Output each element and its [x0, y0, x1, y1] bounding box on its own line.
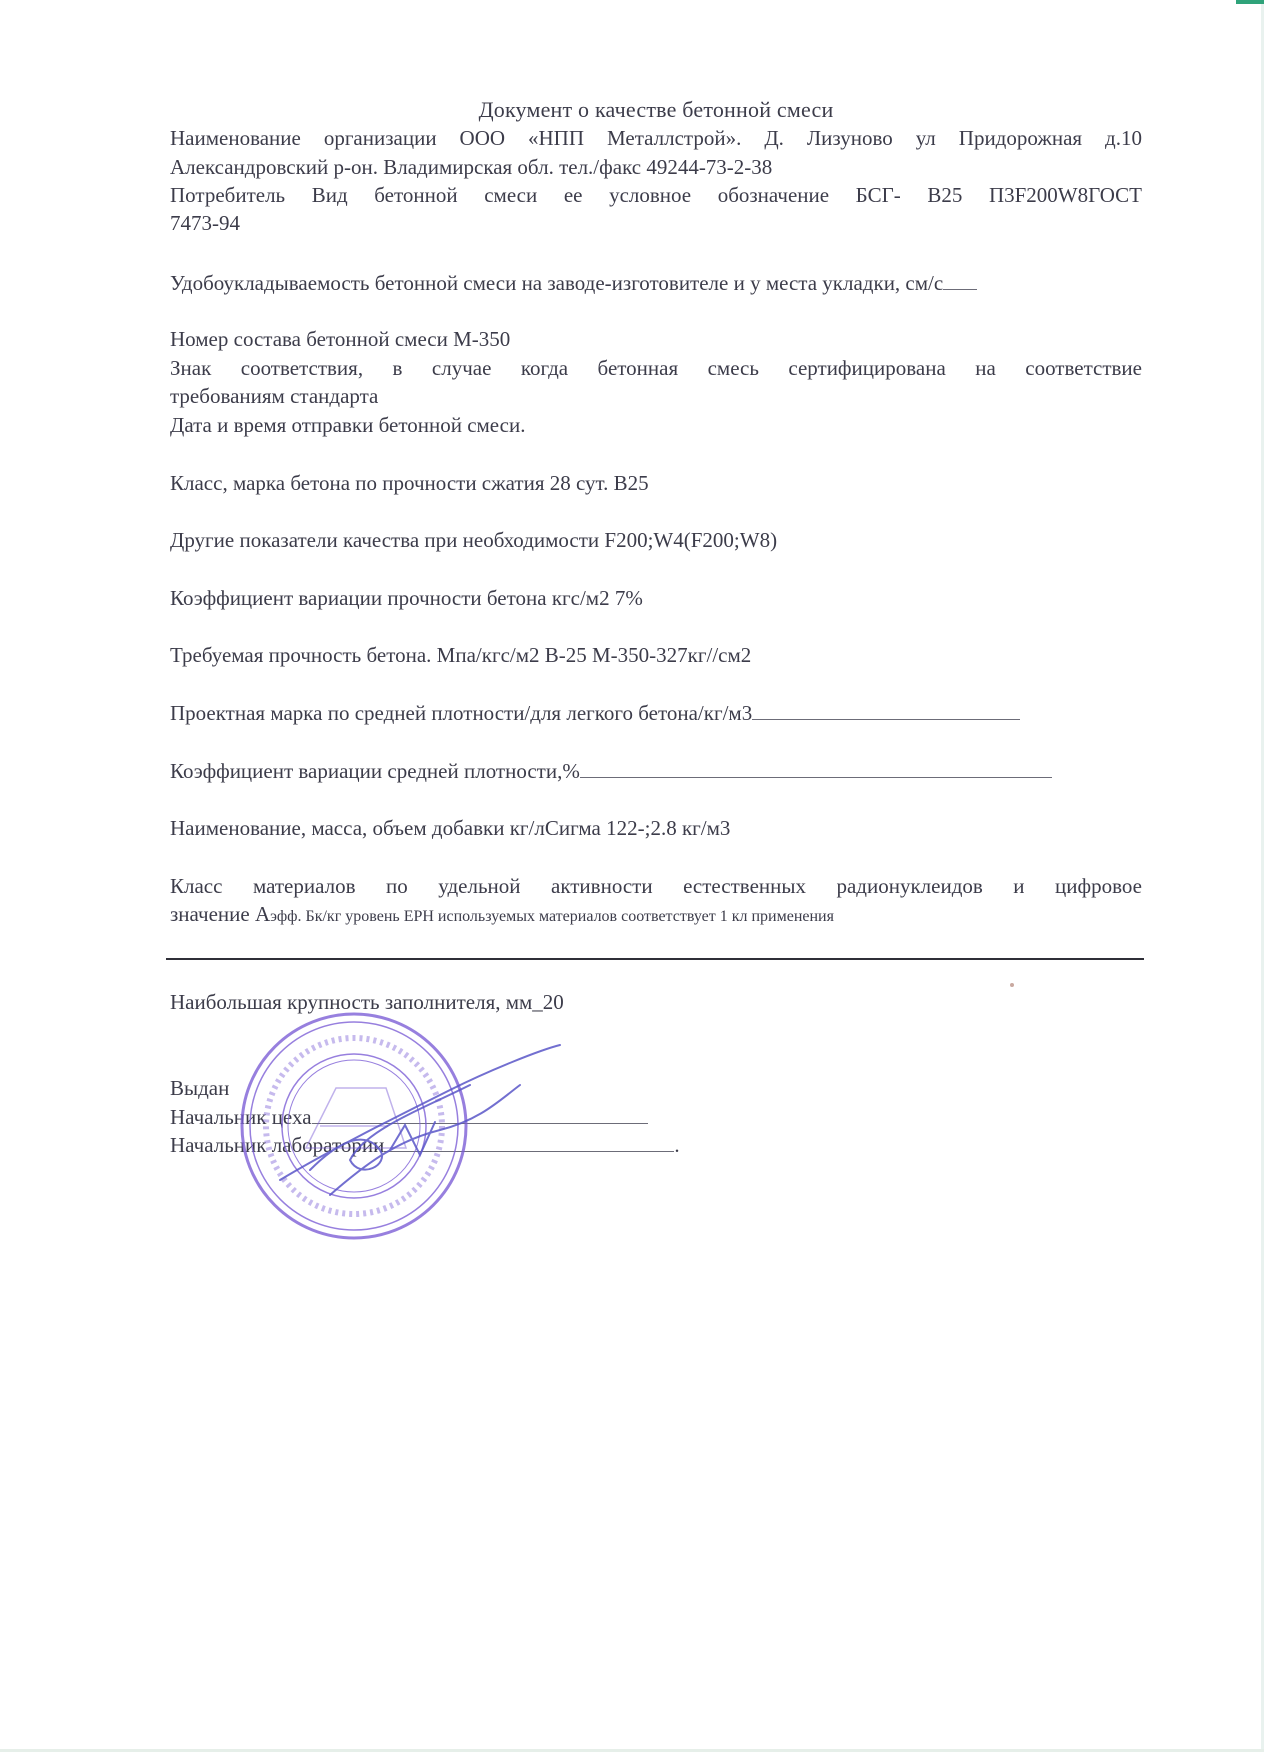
document-title: Документ о качестве бетонной смеси: [478, 97, 834, 122]
workability-text: Удобоукладываемость бетонной смеси на заводе-изготовителе и у места укладки, см/с: [170, 271, 944, 295]
org-line-2: Александровский р-он. Владимирская обл. тел./факс 49244-73-2-38: [170, 155, 773, 179]
conformity-line-2: требованиям стандарта: [170, 384, 379, 408]
consumer-line-1: Потребитель Вид бетонной смеси ее условное обозначение БСГ- В25 П3F200W8ГОСТ: [170, 183, 1142, 207]
density-variation-text: Коэффициент вариации средней плотности,%: [170, 759, 580, 783]
radionuclide-text-main: значение А: [170, 902, 271, 926]
density-grade-text: Проектная марка по средней плотности/для легкого бетона/кг/м3: [170, 701, 753, 725]
conformity-line-1: Знак соответствия, в случае когда бетонная смесь сертифицирована на соответствие: [170, 356, 1142, 380]
org-line-1: Наименование организации ООО «НПП Металлстрой». Д. Лизуново ул Придорожная д.10: [170, 126, 1142, 150]
issued-line: Выдан: [170, 1076, 230, 1100]
density-variation-blank: [580, 759, 1052, 778]
consumer-line-2: 7473-94: [170, 211, 240, 235]
density-grade-line: [170, 700, 1142, 726]
composition-line: Номер состава бетонной смеси М-350: [170, 327, 511, 351]
lab-head-label: Начальник лаборатории: [170, 1133, 385, 1157]
other-quality-line: Другие показатели качества при необходимости F200;W4(F200;W8): [170, 528, 778, 552]
scan-speck: [1010, 983, 1014, 987]
radionuclide-line-2: [170, 901, 1142, 930]
section-divider: [166, 958, 1144, 960]
additive-line: Наименование, масса, объем добавки кг/лСигма 122-;2.8 кг/м3: [170, 816, 731, 840]
strength-class-line: Класс, марка бетона по прочности сжатия 28 сут. В25: [170, 471, 649, 495]
density-grade-blank: [752, 701, 1020, 720]
variation-strength-line: Коэффициент вариации прочности бетона кгс/м2 7%: [170, 586, 643, 610]
lab-head-end: .: [674, 1133, 680, 1157]
dispatch-line: Дата и время отправки бетонной смеси.: [170, 413, 526, 437]
handwritten-signature-icon: [270, 1030, 590, 1220]
scan-corner-mark: [1236, 0, 1264, 4]
density-variation-line: [170, 758, 1142, 784]
radionuclide-text-small: эфф. Бк/кг уровень ЕРН используемых материалов соответствует 1 кл применения: [270, 908, 834, 925]
workability-line: [170, 270, 1142, 296]
shop-head-label: Начальник цеха: [170, 1105, 312, 1129]
workability-blank: [943, 271, 977, 290]
radionuclide-line-1: Класс материалов по удельной активности естественных радионуклеидов и цифровое: [170, 874, 1142, 898]
aggregate-line: Наибольшая крупность заполнителя, мм_20: [170, 990, 564, 1014]
required-strength-line: Требуемая прочность бетона. Мпа/кгс/м2 В-25 М-350-327кг//см2: [170, 643, 752, 667]
